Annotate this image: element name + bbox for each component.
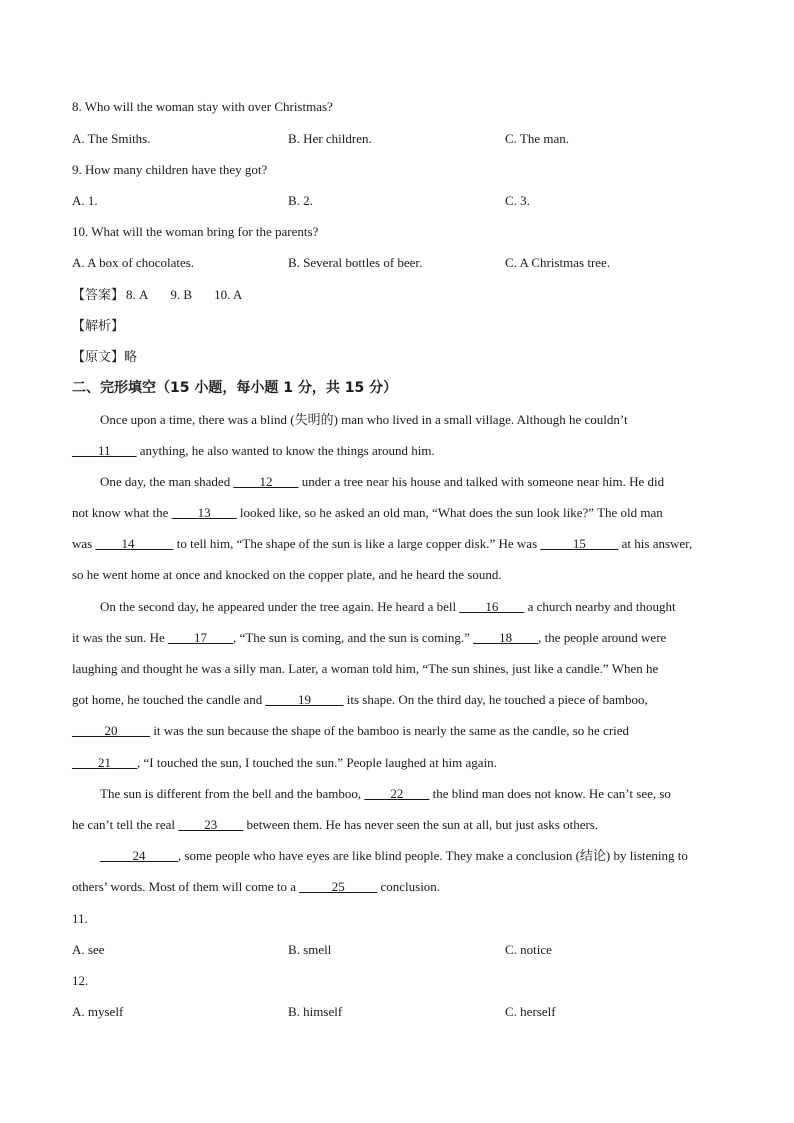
- question-9-options: [72, 192, 724, 210]
- question-8: 8. Who will the woman stay with over Christmas?: [72, 99, 333, 114]
- option-b: B. 2.: [288, 193, 313, 208]
- paragraph-2-line-2: not know what the ____13____ looked like, so he asked an old man, “What does the sun look like?” The old man: [72, 505, 663, 520]
- paragraph-4-line-1: The sun is different from the bell and the bamboo, ____22____ the blind man does not know. He can’t see, so: [100, 786, 671, 801]
- option-c: C. The man.: [505, 131, 570, 146]
- option-c: C. 3.: [505, 193, 530, 208]
- blank-12: ____12____: [233, 474, 299, 489]
- question-10: 10. What will the woman bring for the parents?: [72, 224, 319, 239]
- paragraph-2-line-4: so he went home at once and knocked on the copper plate, and he heard the sound.: [72, 567, 502, 582]
- paragraph-5-line-1: _____24_____, some people who have eyes are like blind people. They make a conclusion (结论) by listening to: [100, 848, 688, 863]
- cloze-heading: 二、完形填空（15 小题，每小题 1 分，共 15 分）: [72, 380, 398, 396]
- question-10-options: [72, 254, 724, 272]
- option-c: C. herself: [505, 1004, 556, 1019]
- answer-9: 9. B: [170, 287, 193, 302]
- analysis-tag: 【解析】: [72, 319, 125, 334]
- blank-15: _____15_____: [540, 536, 619, 551]
- option-a: A. The Smiths.: [72, 131, 151, 146]
- option-a: A. see: [72, 942, 105, 957]
- question-12-options: [72, 1003, 724, 1021]
- option-c: C. notice: [505, 942, 552, 957]
- answer-10: 10. A: [214, 287, 243, 302]
- blank-14: ____14______: [95, 536, 174, 551]
- option-c: C. A Christmas tree.: [505, 255, 611, 270]
- question-12-number: 12.: [72, 973, 89, 988]
- blank-17: ____17____: [168, 630, 234, 645]
- paragraph-3-line-1: On the second day, he appeared under the tree again. He heard a bell ____16____ a church nearby and thought: [100, 599, 676, 614]
- answer-8: 8. A: [126, 287, 149, 302]
- blank-16: ____16____: [459, 599, 525, 614]
- analysis-line: [72, 317, 724, 336]
- option-a: A. A box of chocolates.: [72, 255, 195, 270]
- blank-13: ____13____: [171, 505, 237, 520]
- original-text: 略: [124, 350, 138, 365]
- blank-21: ____21____: [72, 755, 137, 770]
- blank-25: _____25_____: [299, 879, 378, 894]
- paragraph-3-line-3: laughing and thought he was a silly man. Later, a woman told him, “The sun shines, just like a candle.” When he: [72, 661, 659, 676]
- question-11-number: 11.: [72, 911, 88, 926]
- blank-23: ____23____: [178, 817, 244, 832]
- answer-tag: 【答案】: [72, 288, 125, 303]
- paragraph-2-line-1: One day, the man shaded ____12____ under a tree near his house and talked with someone near him. He did: [100, 474, 665, 489]
- paragraph-5-line-2: others’ words. Most of them will come to a _____25_____ conclusion.: [72, 879, 441, 894]
- paragraph-3-line-4: got home, he touched the candle and _____19_____ its shape. On the third day, he touched a piece of bamboo,: [72, 692, 648, 707]
- original-tag: 【原文】: [72, 350, 125, 365]
- option-b: B. smell: [288, 942, 332, 957]
- blank-24: _____24_____: [100, 848, 178, 863]
- paragraph-3-line-5: _____20_____ it was the sun because the shape of the bamboo is nearly the same as the candle, so he cried: [72, 723, 630, 738]
- question-11-options: [72, 941, 724, 959]
- blank-20: _____20_____: [72, 723, 150, 738]
- paragraph-4-line-2: he can’t tell the real ____23____ between them. He has never seen the sun at all, but just asks others.: [72, 817, 599, 832]
- option-a: A. myself: [72, 1004, 124, 1019]
- blank-19: _____19_____: [265, 692, 344, 707]
- option-b: B. Her children.: [288, 131, 372, 146]
- paragraph-1-line-1: Once upon a time, there was a blind (失明的) man who lived in a small village. Although he couldn’t: [100, 412, 628, 427]
- option-b: B. Several bottles of beer.: [288, 255, 423, 270]
- option-a: A. 1.: [72, 193, 98, 208]
- paragraph-2-line-3: was ____14______ to tell him, “The shape of the sun is like a large copper disk.” He was _____15_____ at his answer,: [72, 536, 693, 551]
- question-8-options: [72, 130, 724, 148]
- answer-line: [72, 286, 724, 305]
- original-text-line: [72, 348, 724, 367]
- paragraph-3-line-6: ____21____, “I touched the sun, I touched the sun.” People laughed at him again.: [72, 755, 497, 770]
- option-b: B. himself: [288, 1004, 343, 1019]
- question-9: 9. How many children have they got?: [72, 162, 268, 177]
- paragraph-1-line-2: ____11____ anything, he also wanted to know the things around him.: [72, 443, 435, 458]
- blank-11: ____11____: [72, 443, 137, 458]
- blank-22: ____22____: [364, 786, 430, 801]
- blank-18: ____18____: [473, 630, 539, 645]
- paragraph-3-line-2: it was the sun. He ____17____, “The sun is coming, and the sun is coming.” ____18____, the people around were: [72, 630, 667, 645]
